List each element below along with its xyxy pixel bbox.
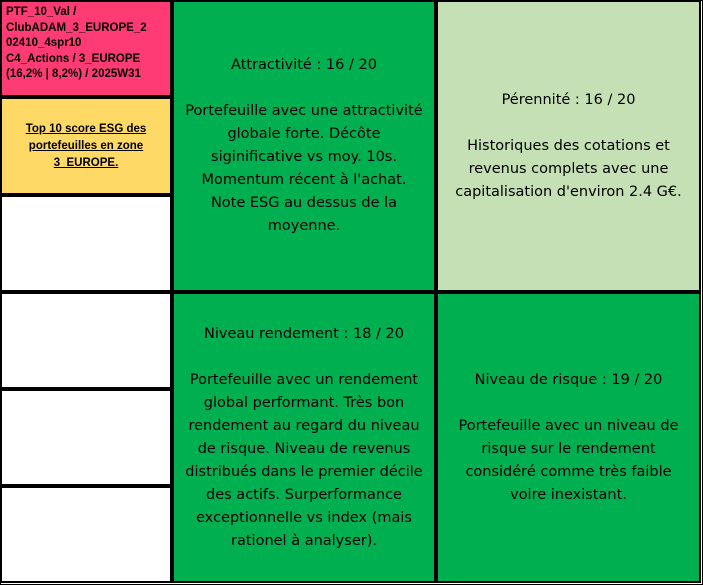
description-line: risque sur le rendement [481,440,656,457]
top10-link-line[interactable]: 3_EUROPE. [53,156,119,169]
attractivite-panel [172,0,436,292]
empty-cell [0,292,172,389]
description-line: voire inexistant. [510,486,627,503]
description-line: rationel à analyser). [231,532,377,549]
rendement-title: Niveau rendement : 18 / 20 [204,325,404,342]
description-line: capitalisation d'environ 2.4 G€. [455,183,682,200]
attractivite-description [185,100,422,238]
description-line: Portefeuille avec un niveau de [458,417,679,434]
risque-title: Niveau de risque : 19 / 20 [474,371,663,388]
description-line: global performant. Très bon [203,394,405,411]
description-line: moyenne. [267,218,341,234]
description-line: considéré comme très faible [465,463,672,480]
top10-esg-link-cell[interactable] [0,97,172,195]
portfolio-id-line: PTF_10_Val / [6,6,77,18]
perennite-title: Pérennité : 16 / 20 [501,91,636,108]
description-line: exceptionnelle vs index (mais [196,509,412,526]
rendement-panel [172,292,436,583]
empty-cell [0,389,172,486]
portfolio-id-line: ClubADAM_3_EUROPE_2 [6,21,147,34]
rendement-description [185,369,422,553]
perennite-description [455,135,682,204]
description-line: revenus complets avec une [468,160,669,177]
portfolio-id-line: 02410_4spr10 [6,37,82,49]
description-line: globale forte. Décôte [227,126,381,142]
description-line: Portefeuille avec une attractivité [185,103,423,119]
portfolio-id-cell [0,0,172,97]
description-line: rendement au regard du niveau [188,417,420,434]
risque-panel [436,292,701,583]
description-line: Note ESG au dessus de la [210,195,398,211]
portfolio-id-line: C4_Actions / 3_EUROPE [6,52,141,65]
description-line: Portefeuille avec un rendement [189,371,419,388]
description-line: de risque. Niveau de revenus [197,440,411,457]
description-line: siginificative vs moy. 10s. [211,149,397,165]
top10-link-line[interactable]: portefeuilles en zone [28,139,144,152]
risque-description [459,415,679,507]
portfolio-id-line: (16,2% | 8,2%) / 2025W31 [6,68,141,80]
description-line: Momentum récent à l'achat. [201,172,407,188]
description-line: distribués dans le premier décile [185,463,423,480]
description-line: Historiques des cotations et [467,137,670,154]
perennite-panel [436,0,701,292]
top10-link-line[interactable]: Top 10 score ESG des [25,122,147,135]
empty-cell [0,195,172,292]
empty-cell [0,486,172,583]
attractivite-title: Attractivité : 16 / 20 [231,57,377,73]
description-line: des actifs. Surperformance [206,486,402,503]
